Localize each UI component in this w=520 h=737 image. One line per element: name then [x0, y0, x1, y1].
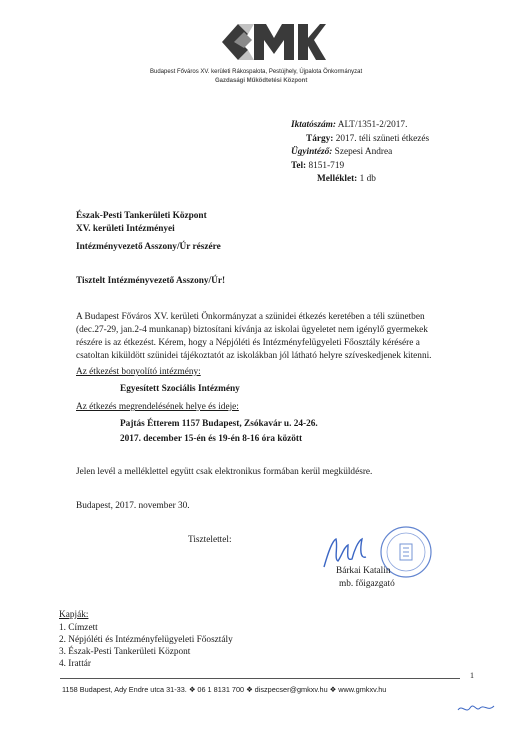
- recipient-line-1: Észak-Pesti Tankerületi Központ: [76, 211, 207, 221]
- meta-block: [291, 119, 429, 187]
- footer-scribble: [456, 700, 496, 716]
- recipient-line-2: XV. kerületi Intézményei: [76, 224, 175, 234]
- iktatoszam-label: Iktatószám:: [291, 120, 336, 130]
- page-number: 1: [470, 671, 474, 680]
- distribution-item: 4. Irattár: [59, 659, 92, 669]
- footer-divider: [60, 678, 460, 679]
- body-line-1: A Budapest Főváros XV. kerületi Önkormányzat a szünidei étkezés keretében a téli szünetben: [76, 312, 425, 322]
- tel-label: Tel:: [291, 160, 307, 171]
- body-line-3: részére is az étkezést. Kérem, hogy a Népjóléti és Intézményfelügyeleti Főosztály kérésére a: [76, 338, 420, 348]
- letter-date: Budapest, 2017. november 30.: [76, 501, 190, 511]
- provider-name: Egyesített Szociális Intézmény: [120, 384, 240, 394]
- melleklet-label: Melléklet:: [317, 174, 358, 184]
- recipient-line-3: Intézményvezető Asszony/Úr részére: [76, 242, 221, 252]
- gmk-logo-graphic: [218, 12, 328, 68]
- gmk-logo: [218, 12, 328, 68]
- signature-greeting: Tisztelettel:: [188, 535, 232, 545]
- signatory-name: Bárkai Katalin: [336, 566, 391, 576]
- iktatoszam-value: ALT/1351-2/2017.: [337, 120, 408, 130]
- provider-label: Az étkezést bonyolító intézmény:: [76, 367, 201, 377]
- body-line-4: csatoltan kiküldött szünidei tájékoztatót az iskolákban jól látható helyre szíveskedjenek kitenni.: [76, 351, 432, 361]
- order-time: 2017. december 15-én és 19-én 8-16 óra között: [120, 434, 303, 444]
- electronic-note: Jelen levél a melléklettel együtt csak elektronikus formában kerül megküldésre.: [76, 467, 373, 477]
- melleklet-value: 1 db: [359, 174, 376, 184]
- tel-value: 8151-719: [308, 160, 345, 171]
- salutation: Tisztelt Intézményvezető Asszony/Úr!: [76, 276, 226, 286]
- footer-address: 1158 Budapest, Ady Endre utca 31-33. ❖ 06 1 8131 700 ❖ diszpecser@gmkxv.hu ❖ www.gmkxv.hu: [62, 685, 387, 694]
- body-line-2: (dec.27-29, jan.2-4 munkanap) biztosítani kívánja az iskolai ügyeletet nem igénylő gyermekek: [76, 325, 428, 335]
- targy-label: Tárgy:: [306, 133, 334, 144]
- ugyintezo-label: Ügyintéző:: [291, 147, 333, 157]
- header-subtitle-2: Gazdasági Működtetési Központ: [215, 78, 308, 84]
- distribution-item: 3. Észak-Pesti Tankerületi Központ: [59, 647, 191, 657]
- distribution-heading: Kapják:: [59, 610, 89, 620]
- targy-value: 2017. téli szüneti étkezés: [335, 133, 430, 144]
- distribution-item: 2. Népjóléti és Intézményfelügyeleti Főosztály: [59, 635, 233, 645]
- ugyintezo-value: Szepesi Andrea: [334, 147, 393, 157]
- distribution-item: 1. Címzett: [59, 623, 98, 633]
- order-place: Pajtás Étterem 1157 Budapest, Zsókavár u. 24-26.: [120, 419, 318, 429]
- signatory-title: mb. főigazgató: [339, 579, 395, 589]
- order-label: Az étkezés megrendelésének helye és ideje:: [76, 402, 239, 412]
- header-subtitle: Budapest Főváros XV. kerületi Rákospalota, Pestújhely, Újpalota Önkormányzat: [150, 69, 363, 75]
